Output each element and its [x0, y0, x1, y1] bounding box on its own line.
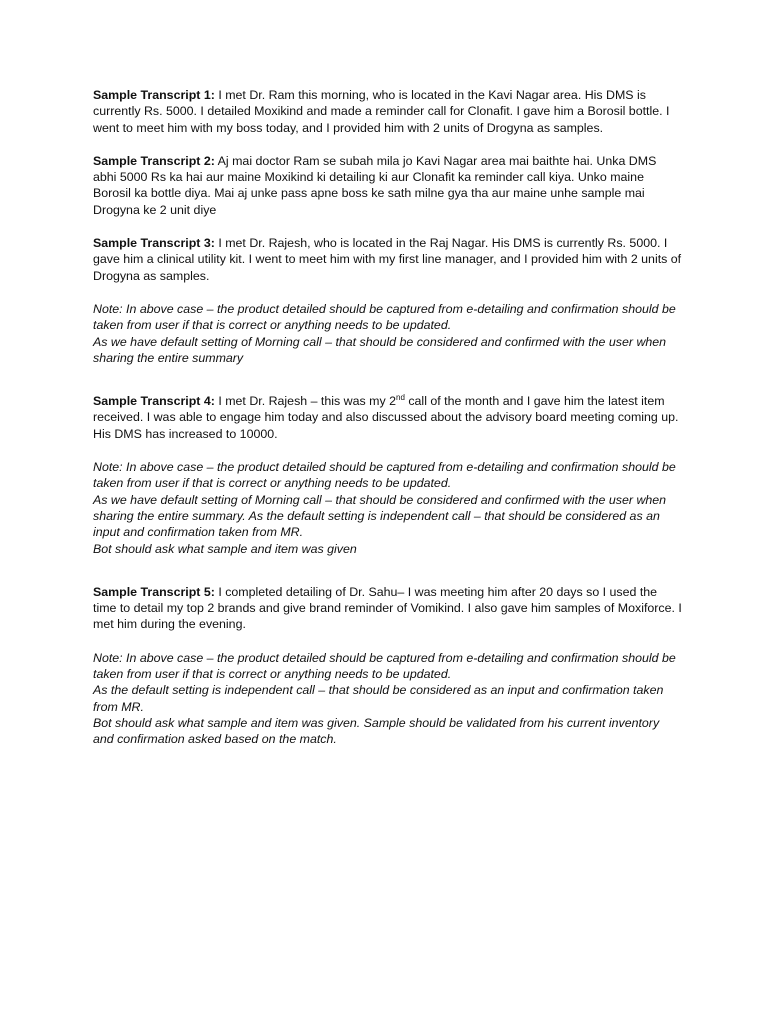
transcript-3-label: Sample Transcript 3: — [93, 236, 215, 251]
transcript-4-label: Sample Transcript 4: — [93, 394, 215, 409]
note-5-line-3: Bot should ask what sample and item was given. Sample should be validated from his current inventory and confirmation asked based on the match. — [93, 715, 660, 747]
note-5-line-2: As the default setting is independent call – that should be considered as an input and confirmation taken from MR. — [93, 683, 664, 714]
transcript-2-label: Sample Transcript 2: — [93, 153, 215, 168]
transcript-1-text: I met Dr. Ram this morning, who is located in the Kavi Nagar area. His DMS is currently Rs. 5000. I detailed Moxikind and made a reminder call for Clonafit. I gave him a Borosil bottle. I went to meet him with my boss today, and I provided him with 2 units of Drogyna as samples. — [93, 88, 670, 135]
transcript-4 — [93, 393, 683, 442]
transcript-5-label: Sample Transcript 5: — [93, 584, 215, 599]
transcript-4-text-a: I met Dr. Rajesh – this was my 2 — [214, 394, 396, 409]
transcript-2 — [93, 153, 683, 218]
note-3-line-2: As we have default setting of Morning call – that should be considered and confirmed with the user when sharing the entire summary — [93, 334, 667, 365]
transcript-4-sup: nd — [396, 393, 405, 403]
note-4-line-3: Bot should ask what sample and item was given — [93, 541, 357, 556]
document-page — [93, 87, 683, 748]
transcript-4-text-b: call of the month and I gave him the latest item received. I was able to engage him today and also discussed about the advisory board meeting coming up. His DMS has increased to 10000. — [93, 394, 679, 441]
transcript-3-text: I met Dr. Rajesh, who is located in the Raj Nagar. His DMS is currently Rs. 5000. I gave him a clinical utility kit. I went to meet him with my first line manager, and I provided him with 2 units of Drogyna as samples. — [93, 236, 682, 283]
note-4-line-2: As we have default setting of Morning call – that should be considered and confirmed with the user when sharing the entire summary. As the default setting is independent call – that should be considered as an input and confirmation taken from MR. — [93, 492, 667, 540]
note-transcript-3 — [93, 301, 683, 366]
note-transcript-5 — [93, 650, 683, 748]
note-5-line-1: Note: In above case – the product detailed should be captured from e-detailing and confirmation should be taken from user if that is correct or anything needs to be updated. — [93, 650, 676, 682]
transcript-1 — [93, 87, 683, 136]
transcript-1-label: Sample Transcript 1: — [93, 88, 215, 102]
transcript-5-text: I completed detailing of Dr. Sahu– I was meeting him after 20 days so I used the time to detail my top 2 brands and give brand reminder of Vomikind. I also gave him samples of Moxiforce. I met him during the evening. — [93, 584, 682, 632]
transcript-2-text: Aj mai doctor Ram se subah mila jo Kavi Nagar area mai baithte hai. Unka DMS abhi 5000 Rs ka hai aur maine Moxikind ki detailing ki aur Clonafit ka reminder call kiya. Unko maine Borosil ka bottle diya. Mai aj unke pass apne boss ke sath milne gya tha aur maine unhe sample mai Drogyna ke 2 unit diye — [93, 153, 657, 217]
note-4-line-1: Note: In above case – the product detailed should be captured from e-detailing and confirmation should be taken from user if that is correct or anything needs to be updated. — [93, 460, 676, 491]
note-transcript-4 — [93, 459, 683, 557]
note-3-line-1: Note: In above case – the product detailed should be captured from e-detailing and confirmation should be taken from user if that is correct or anything needs to be updated. — [93, 301, 676, 333]
transcript-3 — [93, 235, 683, 284]
transcript-5 — [93, 584, 683, 633]
